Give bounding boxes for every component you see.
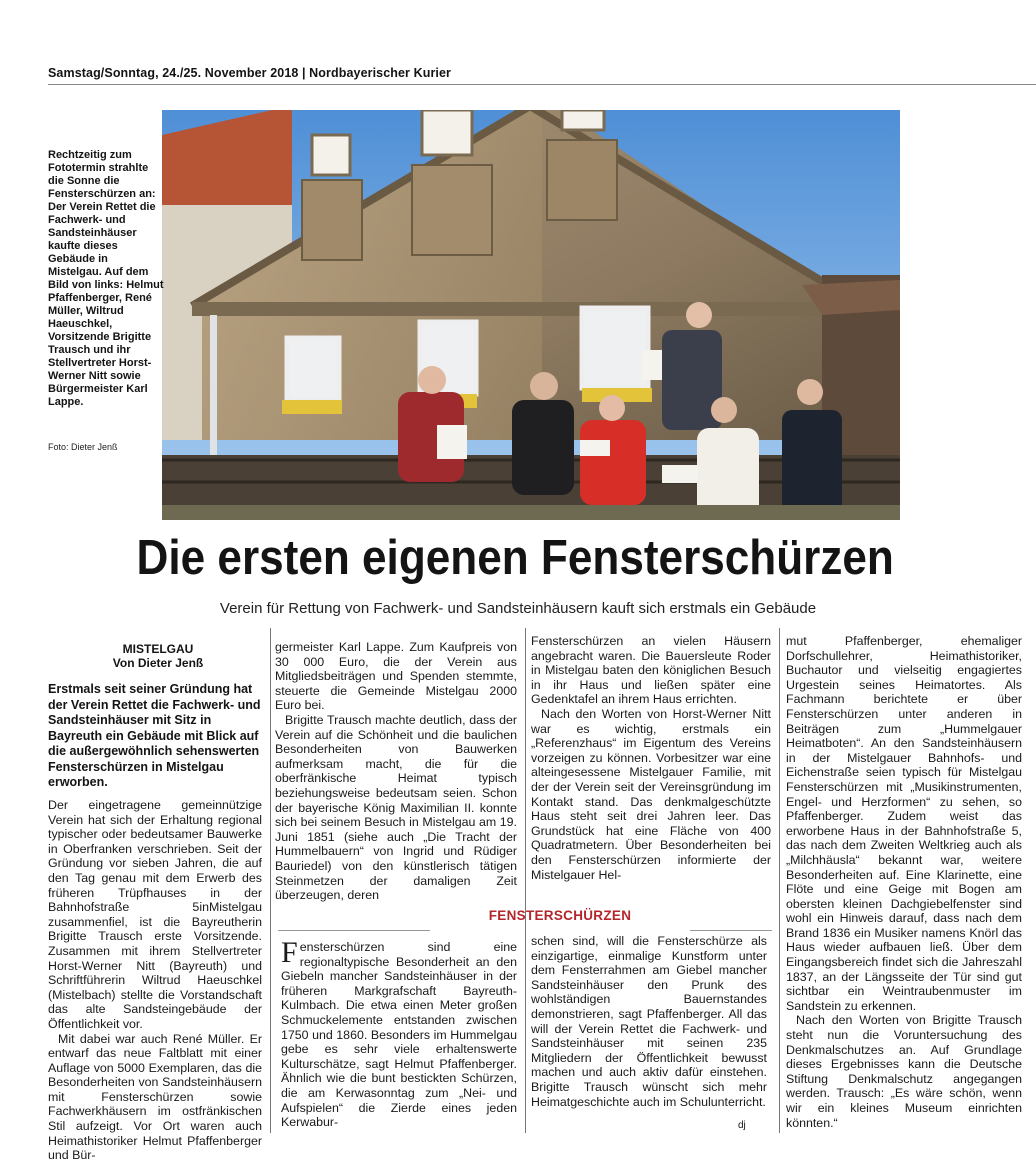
headline: Die ersten eigenen Fensterschürzen (136, 531, 894, 585)
column-1 (48, 798, 262, 1163)
paragraph: Nach den Worten von Horst-Werner Nitt war es wichtig, erstmals ein „Referenzhaus“ im Eigentum des Vereins vorzeigen zu können. Vorbesitzer war eine alteingesessene Mistelgauer Familie, mit der der Verein seit der Vereinsgründung im Kontakt stand. Das denkmalgeschützte Haus steht seit drei Jahren leer. Das Grundstück hat eine Fläche von 400 Quadratmetern. Über Besonderheiten bei den Fensterschürzen informierte der Mistelgauer Hel- (531, 706, 771, 882)
infobox-title: FENSTERSCHÜRZEN (488, 908, 632, 923)
paragraph: Mit dabei war auch René Müller. Er entwarf das neue Faltblatt mit einer Auflage von 5000 Exemplaren, das die Besonderheiten von Sandsteinhäusern mit Fensterschürzen sowie Fachwerkhäusern im ostfränkischen Stil aufzeigt. Vor Ort waren auch Heimathistoriker Helmut Pfaffenberger und Bür- (48, 1031, 262, 1163)
column-4 (786, 634, 1022, 1130)
infobox-column-1 (281, 936, 517, 1130)
column-rule (779, 628, 780, 1133)
photo-caption: Rechtzeitig zum Fototermin strahlte die Sonne die Fensterschürzen an: Der Verein Rettet die Fachwerk- und Sandsteinhäuser kaufte dieses Gebäude in Mistelgau. Auf dem Bild von links: Helmut Pfaffenberger, René Müller, Wiltrud Haeuschkel, Vorsitzende Brigitte Trausch und ihr Stellvertreter Horst-Werner Nitt sowie Bürgermeister Karl Lappe. (48, 149, 164, 408)
paragraph: Brigitte Trausch machte deutlich, dass der Verein auf die Schönheit und die baulichen Besonderheiten von Bauwerken aufmerksam macht, die für die oberfränkische Heimat typisch beziehungsweise bedeutsam seien. Schon der bayerische König Maximilian II. konnte sich bei seinem Besuch in Mistelgau am 19. Juni 1851 (siehe auch „Die Tracht der Hummelbauern“ von Ingrid und Rüdiger Bauriedel) von den künstlerisch tätigen Steinmetzen der damaligen Zeit überzeugen, deren (275, 712, 517, 903)
column-3 (531, 634, 771, 882)
dateline-place: MISTELGAU (122, 642, 194, 656)
column-rule (525, 628, 526, 1133)
infobox-column-2 (531, 934, 767, 1109)
article-photo (162, 110, 900, 520)
photo-credit: Foto: Dieter Jenß (48, 442, 118, 452)
paragraph: Nach den Worten von Brigitte Trausch steht nun die Voruntersuchung des Denkmalschutzes an. Auf Grundlage dieses Ergebnisses kann die Deutsche Stiftung Denkmalschutz angegangen werden. Trausch: „Es wäre schön, wenn wir ein kleines Museum einrichten könnten.“ (786, 1013, 1022, 1130)
lead-paragraph: Erstmals seit seiner Gründung hat der Verein Rettet die Fachwerk- und Sandsteinhäuser mit Sitz in Bayreuth ein Gebäude mit Blick auf die außergewöhnlich sehenswerten Fensterschürzen in Mistelgau erworben. (48, 682, 261, 789)
box-title-rule (278, 930, 430, 931)
author-initials: dj (738, 1120, 746, 1131)
drop-cap: F (281, 936, 298, 969)
paragraph: Der eingetragene gemeinnützige Verein hat sich der Erhaltung regional typischer oder bedeutsamer Bauwerke in Oberfranken verschrieben. Seit der Gründung vor sieben Jahren, die auf den Tag genau mit dem Erwerb des früheren Trüpfhauses in der Bahnhofstraße 5inMistelgau zusammenfiel, ist die Bayreutherin Brigitte Trausch erste Vorsitzende. Zusammen mit ihrem Stellvertreter Horst-Werner Nitt (Bayreuth) und Schriftführerin Wiltrud Haeuschkel (Mistelbach) stellte die Vorstandschaft das alte Sandsteingebäude der Öffentlichkeit vor. (48, 798, 262, 1031)
paragraph: Fensterschürzen sind eine regionaltypische Besonderheit an den Giebeln mancher Sandsteinhäuser in der früheren Markgrafschaft Bayreuth-Kulmbach. Die etwa einen Meter großen Schmuckelemente entstanden zwischen 1750 und 1860. Besonders im Hummelgau gebe es sehr viele erhaltenswerte Kulturschätze, sagt Helmut Pfaffenberger. Ähnlich wie die bunt bestickten Schürzen, die am Kerwasonntag zum „Nei- und Aufspielen“ die Zierde eines jeden Kerwabur- (281, 936, 517, 1130)
column-2 (275, 640, 517, 903)
paragraph: Fensterschürzen an vielen Häusern angebracht waren. Die Bauersleute Roder in Mistelgau baten den königlichen Besuch in ihr Haus und ließen später eine Gedenktafel an ihrem Haus errichten. (531, 634, 771, 707)
header-rule (48, 84, 1036, 85)
dateline: Samstag/Sonntag, 24./25. November 2018 | Nordbayerischer Kurier (48, 66, 452, 80)
column-rule (270, 628, 271, 1133)
paragraph: mut Pfaffenberger, ehemaliger Dorfschullehrer, Heimathistoriker, Buchautor und vielseitig engagiertes Urgestein seines Heimatortes. Als Fachmann berichtete er über Fensterschürzen unter anderen in Beiträgen zum „Hummelgauer Heimatboten“. An den Sandsteinhäusern in der Mistelgauer Bahnhofs- und Eichenstraße seien typisch für Mistelgau Fensterschürzen mit „Musikinstrumenten, Engel- und Herzformen“ zu sehen, so Pfaffenberger. Zudem weist das erworbene Haus in der Bahnhofstraße 5, das nach dem Zweiten Weltkrieg auch als „Milchhäusla“ bekannt war, weitere Besonderheiten auf. Eine Klarinette, eine Flöte und eine Geige mit Bogen am obersten kleinen Dachgiebelfenster sind wohl ein Hinweis darauf, dass nach dem Brand 1836 ein Musiker namens Knörl das Haus wieder aufbauen ließ. Über dem Eingangsbereich findet sich die Jahreszahl 1837, an der Längsseite der Tür sind gut sichtbar ein Weintraubenmuster im Sandstein zu erkennen. (786, 634, 1022, 1013)
byline: Von Dieter Jenß (112, 656, 204, 670)
box-title-rule (690, 930, 772, 931)
subheadline: Verein für Rettung von Fachwerk- und Sandsteinhäusern kauft sich erstmals ein Gebäude (219, 600, 817, 617)
paragraph: germeister Karl Lappe. Zum Kaufpreis von 30 000 Euro, die der Verein aus Mitgliedsbeiträgen und Spenden stemmte, steuerte die Gemeinde Mistelgau 2000 Euro bei. (275, 640, 517, 713)
paragraph: schen sind, will die Fensterschürze als einzigartige, einmalige Kunstform unter dem Fensterrahmen am Giebel mancher Sandsteinhäuser den Prunk des wohlständigen Bauernstandes demonstrieren, sagt Pfaffenberger. All das will der Verein Rettet die Fachwerk- und Sandsteinhäuser mit seinen 235 Mitgliedern der Öffentlichkeit bewusst machen und auch aktiv dafür einstehen. Brigitte Trausch wünscht sich mehr Heimatgeschichte auch im Schulunterricht. (531, 934, 767, 1109)
